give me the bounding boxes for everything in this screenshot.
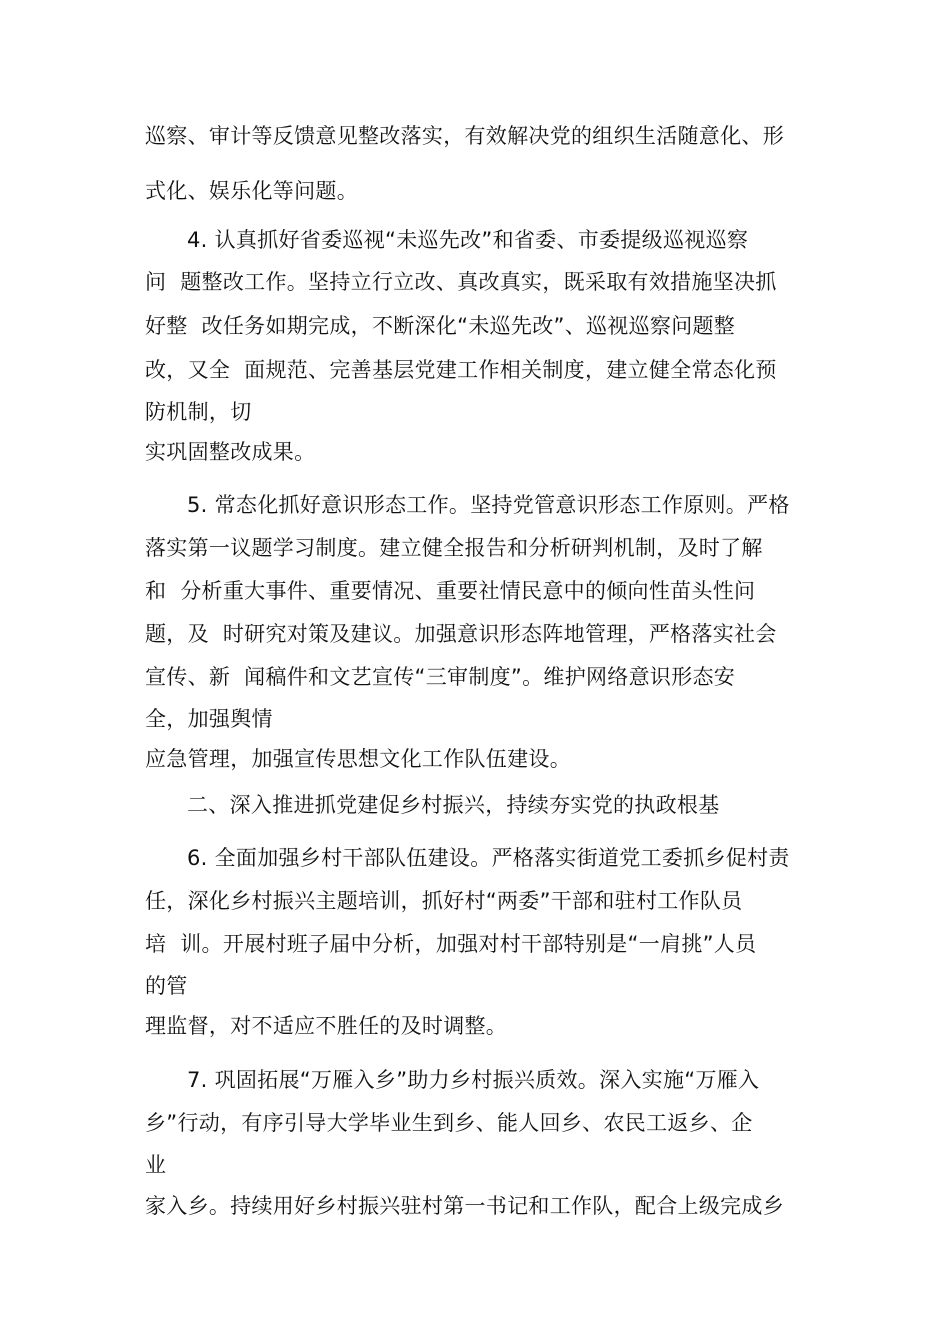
text-line: 问 题整改工作。坚持立行立改、真改真实，既采取有效措施坚决抓	[145, 270, 777, 294]
text-line: 全，加强舆情	[145, 707, 273, 731]
text-line: 家入乡。持续用好乡村振兴驻村第一书记和工作队，配合上级完成乡	[145, 1194, 784, 1218]
text-line: 的管	[145, 974, 188, 998]
text-line: 乡”行动，有序引导大学毕业生到乡、能人回乡、农民工返乡、企	[145, 1111, 753, 1135]
text-line: 培 训。开展村班子届中分析，加强对村干部特别是“一肩挑”人员	[145, 932, 757, 956]
text-line: 改，又全 面规范、完善基层党建工作相关制度，建立健全常态化预	[145, 358, 777, 382]
text-line: 式化、娱乐化等问题。	[145, 179, 358, 203]
paragraph-7-heading: 7. 巩固拓展“万雁入乡”助力乡村振兴质效。深入实施“万雁入	[187, 1068, 760, 1092]
section-heading: 二、深入推进抓党建促乡村振兴，持续夯实党的执政根基	[187, 793, 720, 817]
text-line: 和 分析重大事件、重要情况、重要社情民意中的倾向性苗头性问	[145, 579, 756, 603]
text-line: 宣传、新 闻稿件和文艺宣传“三审制度”。维护网络意识形态安	[145, 665, 736, 689]
text-line: 落实第一议题学习制度。建立健全报告和分析研判机制，及时了解	[145, 536, 763, 560]
text-line: 应急管理，加强宣传思想文化工作队伍建设。	[145, 747, 571, 771]
text-line: 业	[145, 1153, 167, 1177]
text-line: 题，及 时研究对策及建议。加强意识形态阵地管理，严格落实社会	[145, 622, 777, 646]
text-line: 好整 改任务如期完成，不断深化“未巡先改”、巡视巡察问题整	[145, 314, 736, 338]
text-line: 实巩固整改成果。	[145, 440, 316, 464]
paragraph-6-heading: 6. 全面加强乡村干部队伍建设。严格落实街道党工委抓乡促村责	[187, 846, 790, 870]
paragraph-4-heading: 4. 认真抓好省委巡视“未巡先改”和省委、市委提级巡视巡察	[187, 228, 749, 252]
paragraph-5-heading: 5. 常态化抓好意识形态工作。坚持党管意识形态工作原则。严格	[187, 493, 790, 517]
text-line: 理监督，对不适应不胜任的及时调整。	[145, 1014, 508, 1038]
text-line: 防机制，切	[145, 400, 252, 424]
text-line: 巡察、审计等反馈意见整改落实，有效解决党的组织生活随意化、形	[145, 124, 784, 148]
text-line: 任，深化乡村振兴主题培训，抓好村“两委”干部和驻村工作队员	[145, 889, 743, 913]
